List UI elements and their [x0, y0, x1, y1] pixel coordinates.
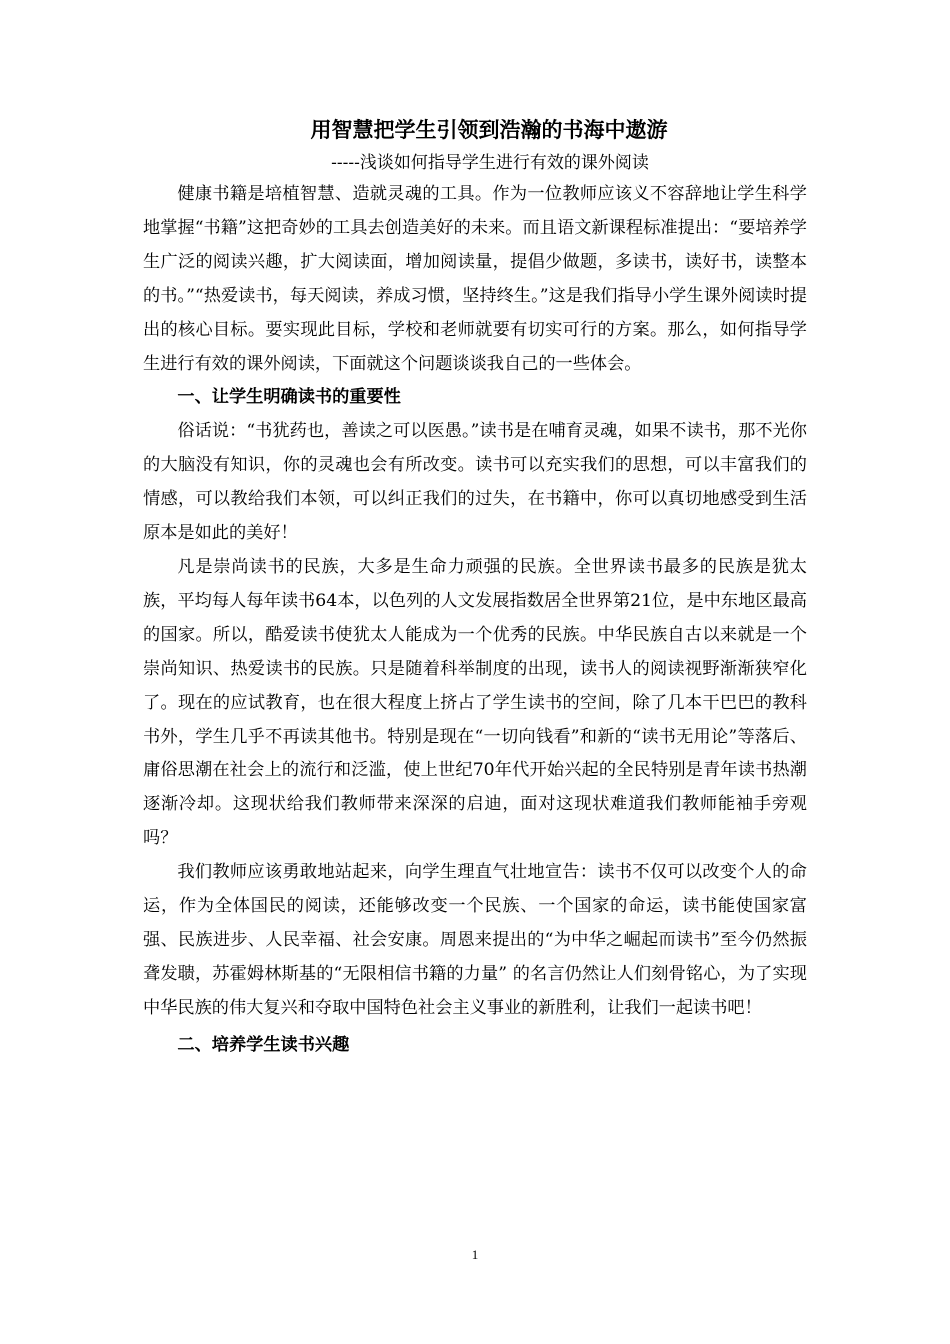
- section1-paragraph-1: 俗话说：“书犹药也，善读之可以医愚。”读书是在哺育灵魂，如果不读书，那不光你的大脑没有知识，你的灵魂也会有所改变。读书可以充实我们的思想，可以丰富我们的情感，可以教给我们本领，可以纠正我们的过失，在书籍中，你可以真切地感受到生活原本是如此的美好！: [143, 421, 807, 544]
- section-heading-1: 一、让学生明确读书的重要性: [177, 387, 401, 408]
- page-number: 1: [471, 1247, 479, 1262]
- section1-paragraph-3: 我们教师应该勇敢地站起来，向学生理直气壮地宣告：读书不仅可以改变个人的命运，作为全体国民的阅读，还能够改变一个民族、一个国家的命运，读书能使国家富强、民族进步、人民幸福、社会安康。周恩来提出的“为中华之崛起而读书”至今仍然振聋发聩，苏霍姆林斯基的“无限相信书籍的力量” 的名言仍然让人们刻骨铭心，为了实现中华民族的伟大复兴和夺取中国特色社会主义事业的新胜利，让我们一起读书吧！: [143, 862, 807, 1018]
- intro-paragraph: 健康书籍是培植智慧、造就灵魂的工具。作为一位教师应该义不容辞地让学生科学地掌握“书籍”这把奇妙的工具去创造美好的未来。而且语文新课程标准提出：“要培养学生广泛的阅读兴趣，扩大阅读面，增加阅读量，提倡少做题，多读书，读好书，读整本的书。”“热爱读书，每天阅读，养成习惯，坚持终生。”这是我们指导小学生课外阅读时提出的核心目标。要实现此目标，学校和老师就要有切实可行的方案。那么，如何指导学生进行有效的课外阅读，下面就这个问题谈谈我自己的一些体会。: [143, 184, 807, 374]
- document-title: 用智慧把学生引领到浩瀚的书海中遨游: [310, 117, 668, 142]
- document-subtitle: -----浅谈如何指导学生进行有效的课外阅读: [331, 153, 649, 173]
- document-page: [143, 112, 807, 1063]
- section-heading-2: 二、培养学生读书兴趣: [177, 1034, 350, 1055]
- section1-paragraph-2: 凡是崇尚读书的民族，大多是生命力顽强的民族。全世界读书最多的民族是犹太族，平均每人每年读书64本，以色列的人文发展指数居全世界第21位，是中东地区最高的国家。所以，酷爱读书使犹太人能成为一个优秀的民族。中华民族自古以来就是一个崇尚知识、热爱读书的民族。只是随着科举制度的出现，读书人的阅读视野渐渐狭窄化了。现在的应试教育，也在很大程度上挤占了学生读书的空间，除了几本干巴巴的教科书外，学生几乎不再读其他书。特别是现在“一切向钱看”和新的“读书无用论”等落后、庸俗思潮在社会上的流行和泛滥，使上世纪70年代开始兴起的全民特别是青年读书热潮逐渐冷却。这现状给我们教师带来深深的启迪，面对这现状难道我们教师能袖手旁观吗？: [143, 556, 807, 849]
